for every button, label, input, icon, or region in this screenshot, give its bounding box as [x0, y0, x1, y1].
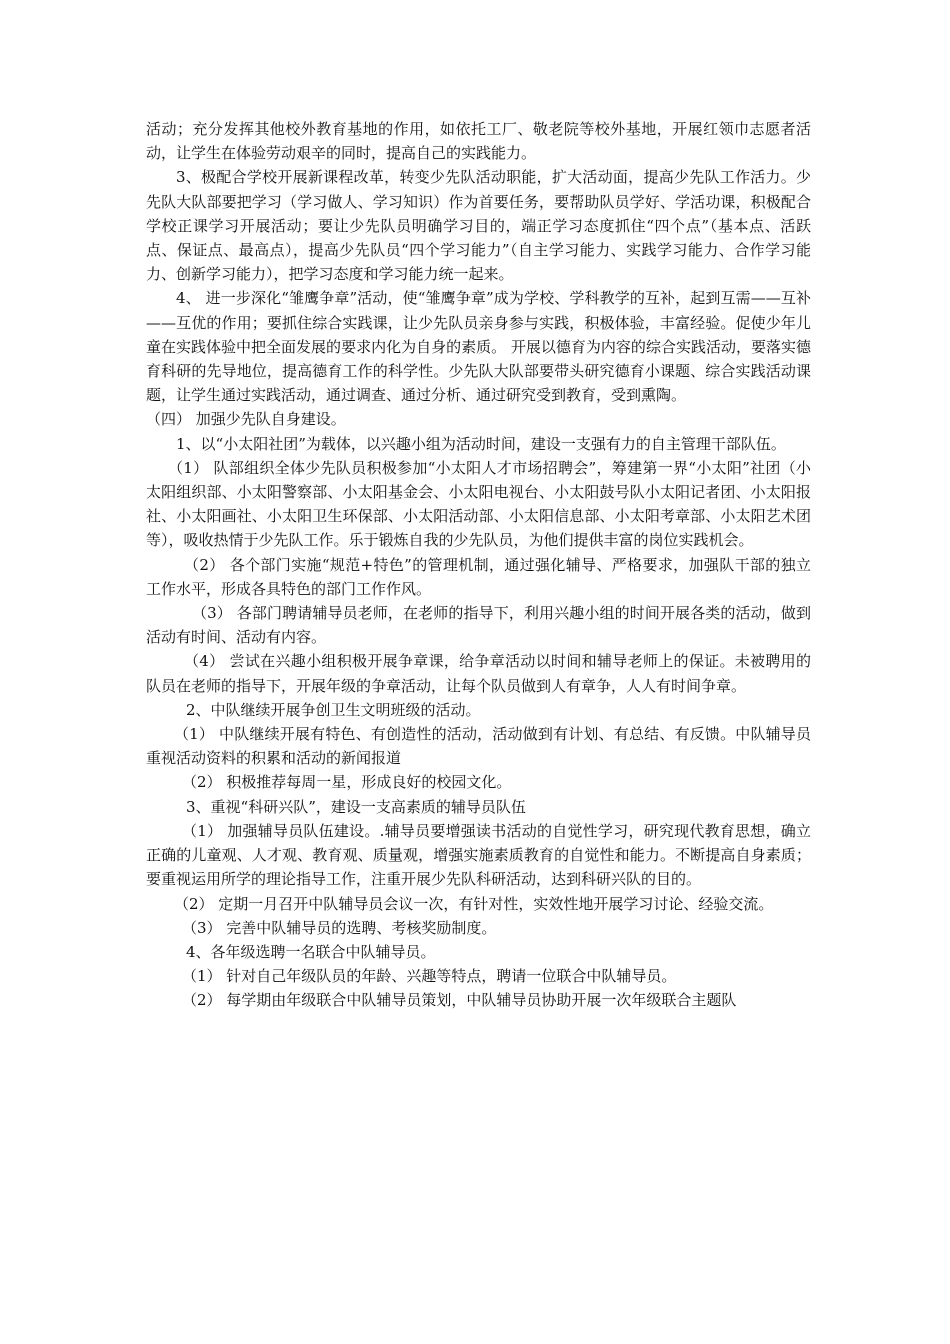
paragraph-19: （2） 每学期由年级联合中队辅导员策划，中队辅导员协助开展一次年级联合主题队 — [182, 991, 737, 1010]
paragraph-13: 3、重视“科研兴队”，建设一支高素质的辅导员队伍 — [186, 797, 526, 816]
section-heading: （四） 加强少先队自身建设。 — [146, 410, 346, 429]
paragraph-12: （2） 积极推荐每周一星，形成良好的校园文化。 — [182, 773, 512, 792]
paragraph-3: 4、 进一步深化“雏鹰争章”活动，使“雏鹰争章”成为学校、学科教学的互补，起到互需——互补——互优的作用；要抓住综合实践课，让少先队员亲身参与实践，积极体验，丰富经验。促使少年儿童在实践体验中把全面发展的要求内化为自身的素质。 开展以德育为内容的综合实践活动，要落实德育科研的先导地位，提高德育工作的科学性。少先队大队部要带头研究德育小课题、综合实践活动课题，让学生通过实践活动，通过调查、通过分析、通过研究受到教育，受到熏陶。 — [146, 289, 811, 405]
paragraph-17: 4、各年级选聘一名联合中队辅导员。 — [186, 942, 436, 961]
paragraph-15: （2） 定期一月召开中队辅导员会议一次，有针对性，实效性地开展学习讨论、经验交流。 — [174, 894, 774, 913]
document-body — [146, 117, 811, 1013]
paragraph-18: （1） 针对自己年级队员的年龄、兴趣等特点，聘请一位联合中队辅导员。 — [182, 967, 677, 986]
paragraph-6: （1） 队部组织全体少先队员积极参加“小太阳人才市场招聘会”，筹建第一界“小太阳”社团（小太阳组织部、小太阳警察部、小太阳基金会、小太阳电视台、小太阳鼓号队小太阳记者团、小太阳报社、小太阳画社、小太阳卫生环保部、小太阳活动部、小太阳信息部、小太阳考章部、小太阳艺术团等），吸收热情于少先队工作。乐于锻炼自我的少先队员，为他们提供丰富的岗位实践机会。 — [146, 458, 811, 550]
paragraph-11: （1） 中队继续开展有特色、有创造性的活动，活动做到有计划、有总结、有反馈。中队辅导员重视活动资料的积累和活动的新闻报道 — [146, 725, 811, 768]
paragraph-1: 活动；充分发挥其他校外教育基地的作用，如依托工厂、敬老院等校外基地，开展红领巾志愿者活动，让学生在体验劳动艰辛的同时，提高自己的实践能力。 — [146, 120, 811, 163]
paragraph-16: （3） 完善中队辅导员的选聘、考核奖励制度。 — [182, 918, 497, 937]
paragraph-14: （1） 加强辅导员队伍建设。.辅导员要增强读书活动的自觉性学习，研究现代教育思想，确立正确的儿童观、人才观、教育观、质量观，增强实施素质教育的自觉性和能力。不断提高自身素质；要重视运用所学的理论指导工作，注重开展少先队科研活动，达到科研兴队的目的。 — [146, 821, 811, 889]
paragraph-8: （3） 各部门聘请辅导员老师，在老师的指导下，利用兴趣小组的时间开展各类的活动，做到活动有时间、活动有内容。 — [146, 604, 811, 647]
paragraph-9: （4） 尝试在兴趣小组积极开展争章课，给争章活动以时间和辅导老师上的保证。未被聘用的队员在老师的指导下，开展年级的争章活动，让每个队员做到人有章争，人人有时间争章。 — [146, 652, 811, 695]
paragraph-2: 3、极配合学校开展新课程改革，转变少先队活动职能，扩大活动面，提高少先队工作活力。少先队大队部要把学习（学习做人、学习知识）作为首要任务，要帮助队员学好、学活功课，积极配合学校正课学习开展活动；要让少先队员明确学习目的，端正学习态度抓住“四个点”（基本点、活跃点、保证点、最高点），提高少先队员“四个学习能力”（自主学习能力、实践学习能力、合作学习能力、创新学习能力），把学习态度和学习能力统一起来。 — [146, 168, 811, 284]
paragraph-5: 1、以“小太阳社团”为载体，以兴趣小组为活动时间，建设一支强有力的自主管理干部队伍。 — [176, 434, 786, 453]
paragraph-10: 2、中队继续开展争创卫生文明班级的活动。 — [186, 700, 481, 719]
paragraph-7: （2） 各个部门实施“规范+特色”的管理机制，通过强化辅导、严格要求，加强队干部的独立工作水平，形成各具特色的部门工作作风。 — [146, 555, 811, 598]
